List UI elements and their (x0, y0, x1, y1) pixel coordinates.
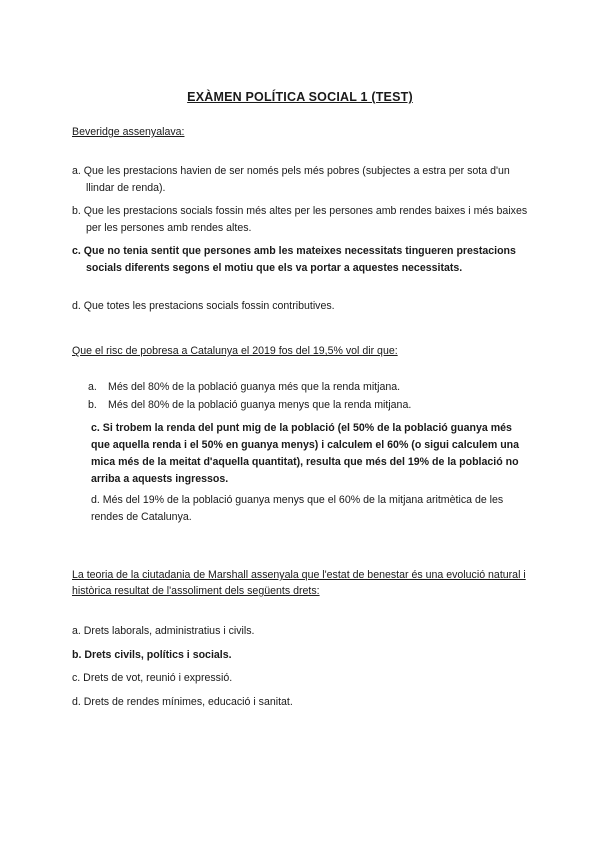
q1-option-a: a. Que les prestacions havien de ser només pels més pobres (subjectes a estra per sota d'un llindar de renda). (72, 165, 510, 194)
q2-option-a-letter: a. (88, 381, 97, 393)
question-1: Beveridge assenyalava: (72, 126, 185, 138)
q3-option-c: c. Drets de vot, reunió i expressió. (72, 672, 233, 684)
q2-option-a-text: Més del 80% de la població guanya més que la renda mitjana. (108, 381, 401, 393)
q3-option-a: a. Drets laborals, administratius i civils. (72, 625, 255, 637)
q1-option-d: d. Que totes les prestacions socials fossin contributives. (72, 300, 335, 312)
page-title: EXÀMEN POLÍTICA SOCIAL 1 (TEST) (187, 90, 413, 104)
q2-option-a (88, 379, 528, 396)
q2-option-b-text: Més del 80% de la població guanya menys que la renda mitjana. (108, 399, 412, 411)
q2-option-d: d. Més del 19% de la població guanya menys que el 60% de la mitjana aritmètica de les rendes de Catalunya. (91, 494, 504, 523)
question-3: La teoria de la ciutadania de Marshall assenyala que l'estat de benestar és una evolució natural i històrica resultat de l'assoliment dels següents drets: (72, 569, 526, 597)
q1-option-b: b. Que les prestacions socials fossin més altes per les persones amb rendes baixes i més baixes per les persones amb rendes altes. (72, 205, 528, 234)
q1-option-c: c. Que no tenia sentit que persones amb les mateixes necessitats tingueren prestacions socials diferents segons el motiu que els va portar a aquestes necessitats. (72, 245, 516, 274)
q2-option-b (88, 397, 528, 414)
q2-option-b-letter: b. (88, 399, 97, 411)
q3-option-d: d. Drets de rendes mínimes, educació i sanitat. (72, 696, 293, 708)
q3-option-b: b. Drets civils, polítics i socials. (72, 649, 232, 661)
q2-option-c: c. Si trobem la renda del punt mig de la població (el 50% de la població guanya més que aquella renda i el 50% en guanya menys) i calculem el 60% (o sigui calculem una mica més de la meitat d'aquella quantitat), resulta que més del 19% de la població no arriba a aquests ingressos. (91, 422, 520, 485)
question-2: Que el risc de pobresa a Catalunya el 2019 fos del 19,5% vol dir que: (72, 345, 398, 357)
